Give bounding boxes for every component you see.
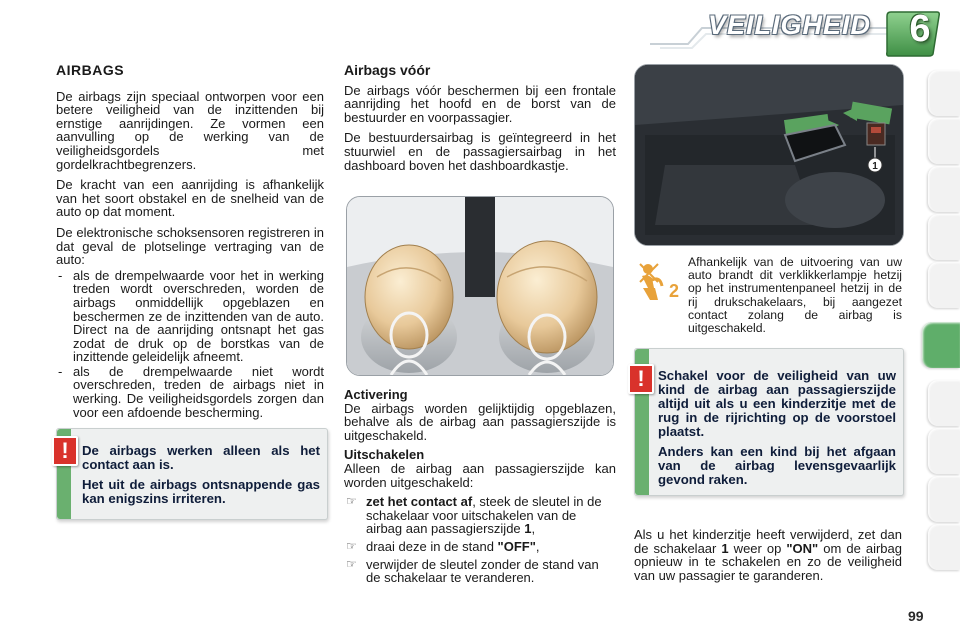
side-tab-3[interactable] xyxy=(928,166,960,212)
step-item: ☞ verwijder de sleutel zonder de stand van de schakelaar te veranderen. xyxy=(346,556,599,586)
arrow-bullet-icon: ☞ xyxy=(346,538,357,553)
paragraph: Als u het kinderzitje heeft verwijderd, zet dan de schakelaar 1 weer op "ON" om de airbag opnieuw in te schakelen en zo de veiligheid van uw passagier te garanderen. xyxy=(634,527,902,583)
section-heading-front-airbags: Airbags vóór xyxy=(344,62,431,78)
paragraph: Alleen de airbag aan passagierszijde kan worden uitgeschakeld: xyxy=(344,460,616,490)
warning-line: Het uit de airbags ontsnappende gas kan enigszins irriteren. xyxy=(82,477,320,506)
indicator-description xyxy=(688,256,902,342)
sensor-list xyxy=(56,269,324,420)
chapter-title: VEILIGHEID xyxy=(708,10,872,40)
warning-icon: ! xyxy=(52,436,78,466)
paragraph: De bestuurdersairbag is geïntegreerd in het stuurwiel en de passagiersairbag in het dashboard boven het dashboardkastje. xyxy=(344,130,616,173)
warning-line: Schakel voor de veiligheid van uw kind de airbag aan passagierszijde altijd uit als u een kinderzitje met de rug in de rijrichting op de voorstoel plaatst. xyxy=(658,368,896,439)
column-front-airbags xyxy=(344,64,616,179)
list-item: - als de drempelwaarde niet wordt overschreden, treden de airbags niet in werking. De veiligheidsgordels zorgen dan voor een afdoende bescherming. xyxy=(56,365,324,419)
subheading-uitschakelen: Uitschakelen xyxy=(344,447,425,463)
side-tab-1[interactable] xyxy=(928,70,960,116)
warning-text xyxy=(82,444,320,512)
side-tab-8[interactable] xyxy=(928,428,960,474)
paragraph: Afhankelijk van de uitvoering van uw auto brandt dit verklikkerlampje hetzij op het instrumentenpaneel hetzij in de rij drukschakelaars, bij aangezet contact zolang de airbag is uitgeschakeld. xyxy=(688,255,902,336)
airbag-off-indicator-icon xyxy=(638,262,680,302)
arrow-bullet-icon: ☞ xyxy=(346,556,357,571)
step-item: ☞ zet het contact af, steek de sleutel in de schakelaar voor uitschakelen van de airbag aan passagierszijde 1, xyxy=(346,494,602,537)
warning-line: De airbags werken alleen als het contact aan is. xyxy=(82,443,320,472)
deactivation-steps xyxy=(344,495,616,585)
side-tab-5[interactable] xyxy=(928,262,960,308)
page-number: 99 xyxy=(908,608,924,624)
warning-line: Anders kan een kind bij het afgaan van de airbag levensgevaarlijk gevond raken. xyxy=(658,444,896,487)
list-item: - als de drempelwaarde voor het in werking treden wordt overschreden, worden de airbags onmiddellijk opgeblazen en beschermen ze de inzittenden van de auto. Direct na de aanrijding ontsnapt het gas zodat de druk op de borstkas van de inzittende geleidelijk afneemt. xyxy=(56,269,324,364)
step-item: ☞ draai deze in de stand "OFF", xyxy=(346,538,540,554)
side-tab-4[interactable] xyxy=(928,214,960,260)
side-tab-10[interactable] xyxy=(928,524,960,570)
side-tab-7[interactable] xyxy=(928,380,960,426)
arrow-bullet-icon: ☞ xyxy=(346,494,357,509)
svg-text:2: 2 xyxy=(669,281,680,301)
airbag-switch-photo xyxy=(634,64,904,246)
side-tab-active-chapter[interactable] xyxy=(922,322,960,368)
section-heading-airbags: AIRBAGS xyxy=(56,62,125,78)
switch-callout-number: 1 xyxy=(872,161,878,172)
side-tab-9[interactable] xyxy=(928,476,960,522)
paragraph: De airbags zijn speciaal ontworpen voor een betere veiligheid van de inzittenden bij ernstige aanrijdingen. Ze vormen een aanvulling op de werking van de veiligheidsgordels met gordelkrachtbegrenzers. xyxy=(56,88,324,172)
paragraph: De airbags worden gelijktijdig opgeblazen, behalve als de airbag aan passagierszijde is uitgeschakeld. xyxy=(344,400,616,443)
column-activation xyxy=(344,388,616,589)
paragraph: De kracht van een aanrijding is afhankelijk van het soort obstakel en de snelheid van de auto op dat moment. xyxy=(56,177,324,220)
side-tab-2[interactable] xyxy=(928,118,960,164)
warning-text xyxy=(658,369,896,493)
chapter-number: 6 xyxy=(909,8,931,50)
column-airbags xyxy=(56,64,324,420)
paragraph: De elektronische schoksensoren registreren in dat geval de plotselinge vertraging van de auto: xyxy=(56,224,324,268)
warning-icon: ! xyxy=(628,364,654,394)
reactivation-paragraph xyxy=(634,528,902,589)
subheading-activering: Activering xyxy=(344,387,408,402)
airbag-deployment-illustration xyxy=(346,196,614,376)
paragraph: De airbags vóór beschermen bij een frontale aanrijding het hoofd en de borst van de bestuurder en voorpassagier. xyxy=(344,82,616,125)
